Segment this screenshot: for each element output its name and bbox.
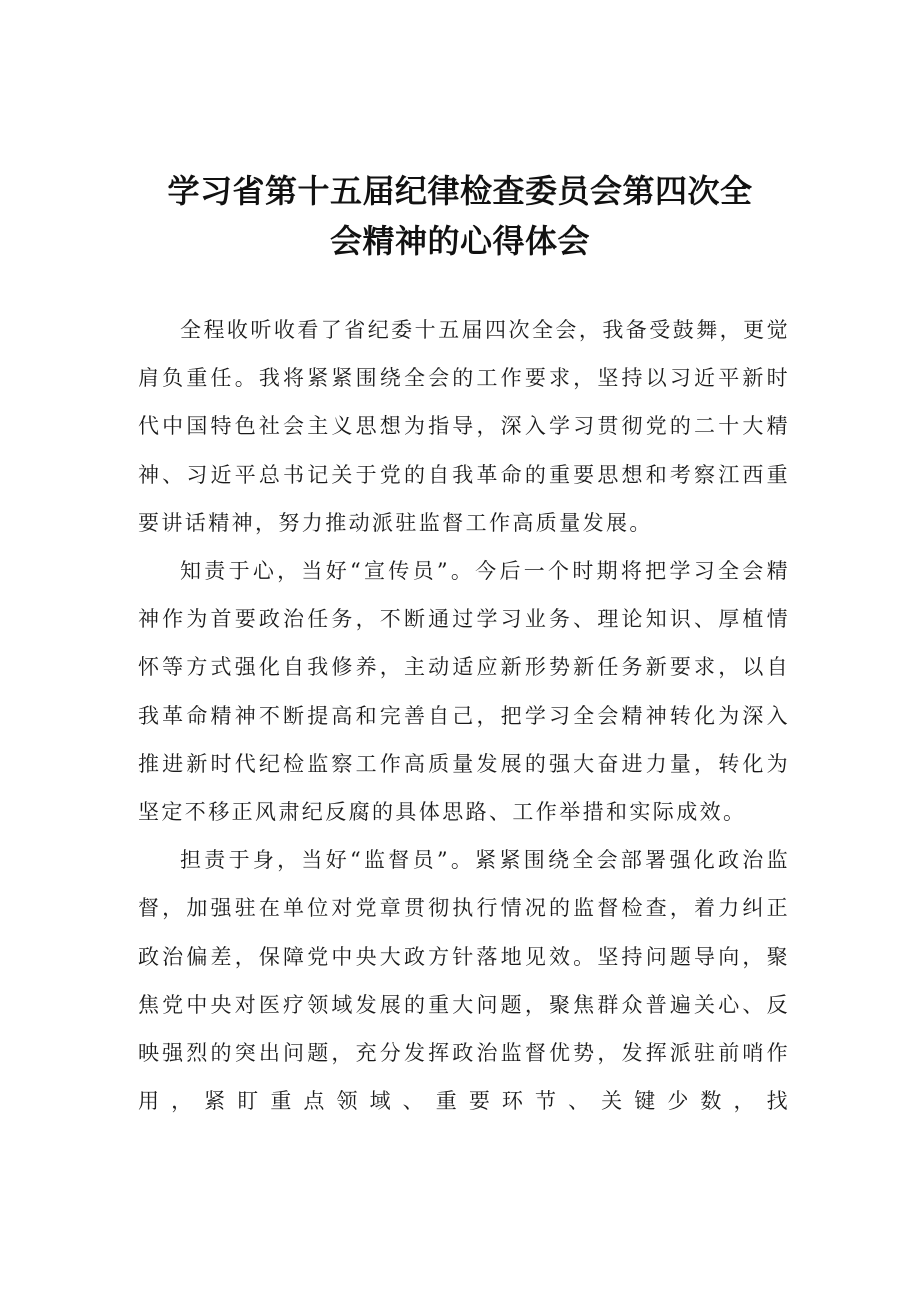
paragraph-propagandist: 知责于心，当好“宣传员”。今后一个时期将把学习全会精神作为首要政治任务，不断通过学习业务、理论知识、厚植情怀等方式强化自我修养，主动适应新形势新任务新要求，以自我革命精神不断提高和完善自己，把学习全会精神转化为深入推进新时代纪检监察工作高质量发展的强大奋进力量，转化为坚定不移正风肃纪反腐的具体思路、工作举措和实际成效。 [138,559,790,825]
paragraph-intro: 全程收听收看了省纪委十五届四次全会，我备受鼓舞，更觉肩负重任。我将紧紧围绕全会的工作要求，坚持以习近平新时代中国特色社会主义思想为指导，深入学习贯彻党的二十大精神、习近平总书记关于党的自我革命的重要思想和考察江西重要讲话精神，努力推动派驻监督工作高质量发展。 [138,318,790,535]
title-line-1: 学习省第十五届纪律检查委员会第四次全 [167,172,753,210]
document-title [150,166,770,266]
title-line-2: 会精神的心得体会 [329,222,590,260]
document-body [138,306,790,1125]
paragraph-supervisor: 担责于身，当好“监督员”。紧紧围绕全会部署强化政治监督，加强驻在单位对党章贯彻执行情况的监督检查，着力纠正政治偏差，保障党中央大政方针落地见效。坚持问题导向，聚焦党中央对医疗领域发展的重大问题，聚焦群众普遍关心、反映强烈的突出问题，充分发挥政治监督优势，发挥派驻前哨作用，紧盯重点领域、重要环节、关键少数，找 [138,848,790,1114]
